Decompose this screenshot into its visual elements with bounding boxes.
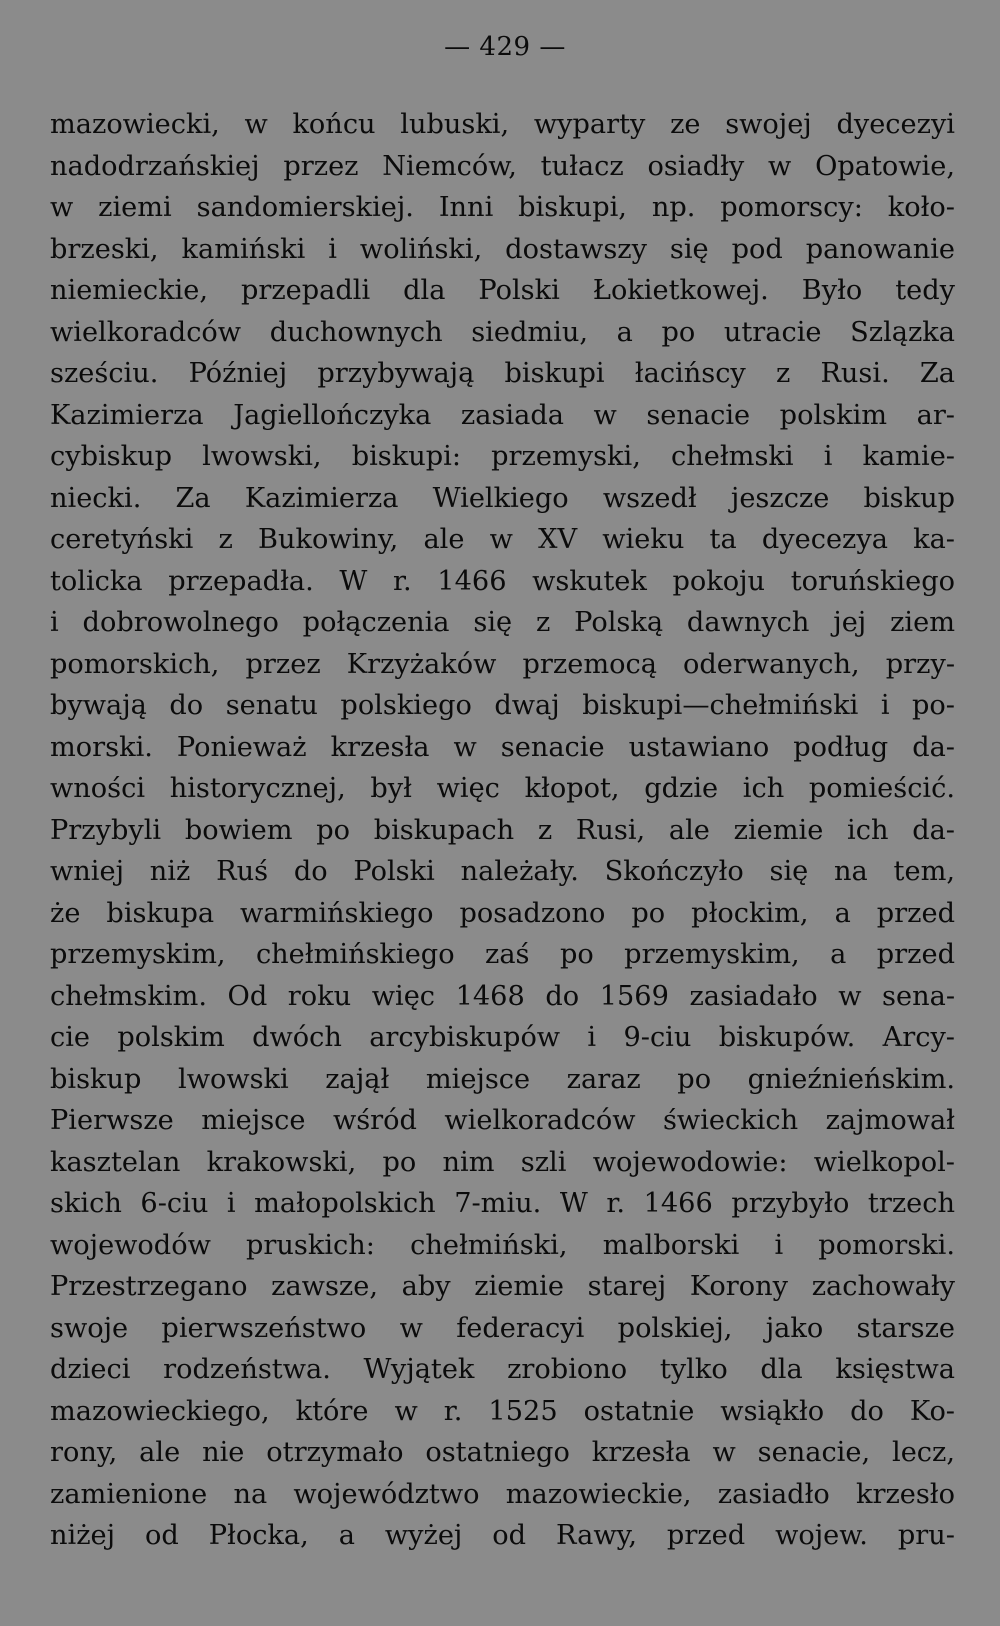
text-line: pomorskich, przez Krzyżaków przemocą oderwanych, przy- xyxy=(50,648,955,680)
text-line: mazowiecki, w końcu lubuski, wyparty ze swojej dyecezyi xyxy=(50,109,955,140)
text-line: brzeski, kamiński i woliński, dostawszy się pod panowanie xyxy=(50,233,955,265)
text-line: dzieci rodzeństwa. Wyjątek zrobiono tylko dla księstwa xyxy=(50,1354,955,1385)
text-line: zamienione na województwo mazowieckie, zasiadło krzesło xyxy=(50,1478,955,1510)
text-line: niemieckie, przepadli dla Polski Łokietkowej. Było tedy xyxy=(50,275,955,306)
page-number-header: — 429 — xyxy=(444,32,566,62)
text-line: niżej od Płocka, a wyżej od Rawy, przed wojew. pru- xyxy=(50,1520,955,1551)
text-line: morski. Ponieważ krzesła w senacie ustawiano podług da- xyxy=(50,731,955,763)
text-line: że biskupa warmińskiego posadzono po płockim, a przed xyxy=(50,897,955,929)
text-line: Kazimierza Jagiellończyka zasiada w senacie polskim ar- xyxy=(50,399,955,431)
text-line: cybiskup lwowski, biskupi: przemyski, chełmski i kamie- xyxy=(50,441,955,472)
text-line: wielkoradców duchownych siedmiu, a po utracie Szlązka xyxy=(50,316,955,348)
text-line: niecki. Za Kazimierza Wielkiego wszedł jeszcze biskup xyxy=(50,482,955,514)
text-line: sześciu. Później przybywają biskupi łacińscy z Rusi. Za xyxy=(50,358,955,389)
text-line: tolicka przepadła. W r. 1466 wskutek pokoju toruńskiego xyxy=(50,565,955,597)
text-line: kasztelan krakowski, po nim szli wojewodowie: wielkopol- xyxy=(50,1146,955,1178)
text-line: ceretyński z Bukowiny, ale w XV wieku ta dyecezya ka- xyxy=(50,524,955,555)
text-line: mazowieckiego, które w r. 1525 ostatnie wsiąkło do Ko- xyxy=(50,1395,955,1427)
text-line: chełmskim. Od roku więc 1468 do 1569 zasiadało w sena- xyxy=(50,980,955,1012)
text-line: Pierwsze miejsce wśród wielkoradców świeckich zajmował xyxy=(50,1105,955,1136)
text-line: wniej niż Ruś do Polski należały. Skończyło się na tem, xyxy=(50,856,955,887)
text-line: i dobrowolnego połączenia się z Polską dawnych jej ziem xyxy=(50,607,955,638)
text-line: swoje pierwszeństwo w federacyi polskiej, jako starsze xyxy=(50,1312,955,1344)
text-line: rony, ale nie otrzymało ostatniego krzesła w senacie, lecz, xyxy=(50,1437,955,1468)
text-line: bywają do senatu polskiego dwaj biskupi—chełmiński i po- xyxy=(50,690,955,721)
text-line: przemyskim, chełmińskiego zaś po przemyskim, a przed xyxy=(50,939,955,970)
text-line: biskup lwowski zajął miejsce zaraz po gnieźnieńskim. xyxy=(50,1063,955,1095)
text-line: nadodrzańskiej przez Niemców, tułacz osiadły w Opatowie, xyxy=(50,150,955,182)
text-line: wojewodów pruskich: chełmiński, malborski i pomorski. xyxy=(50,1229,955,1261)
text-line: skich 6-ciu i małopolskich 7-miu. W r. 1466 przybyło trzech xyxy=(50,1188,955,1219)
body-text xyxy=(50,104,955,1557)
text-line: cie polskim dwóch arcybiskupów i 9-ciu biskupów. Arcy- xyxy=(50,1022,955,1053)
text-line: Przestrzegano zawsze, aby ziemie starej Korony zachowały xyxy=(50,1271,955,1302)
text-line: w ziemi sandomierskiej. Inni biskupi, np. pomorscy: koło- xyxy=(50,192,955,223)
text-line: wności historycznej, był więc kłopot, gdzie ich pomieścić. xyxy=(50,773,955,804)
text-line: Przybyli bowiem po biskupach z Rusi, ale ziemie ich da- xyxy=(50,814,955,846)
